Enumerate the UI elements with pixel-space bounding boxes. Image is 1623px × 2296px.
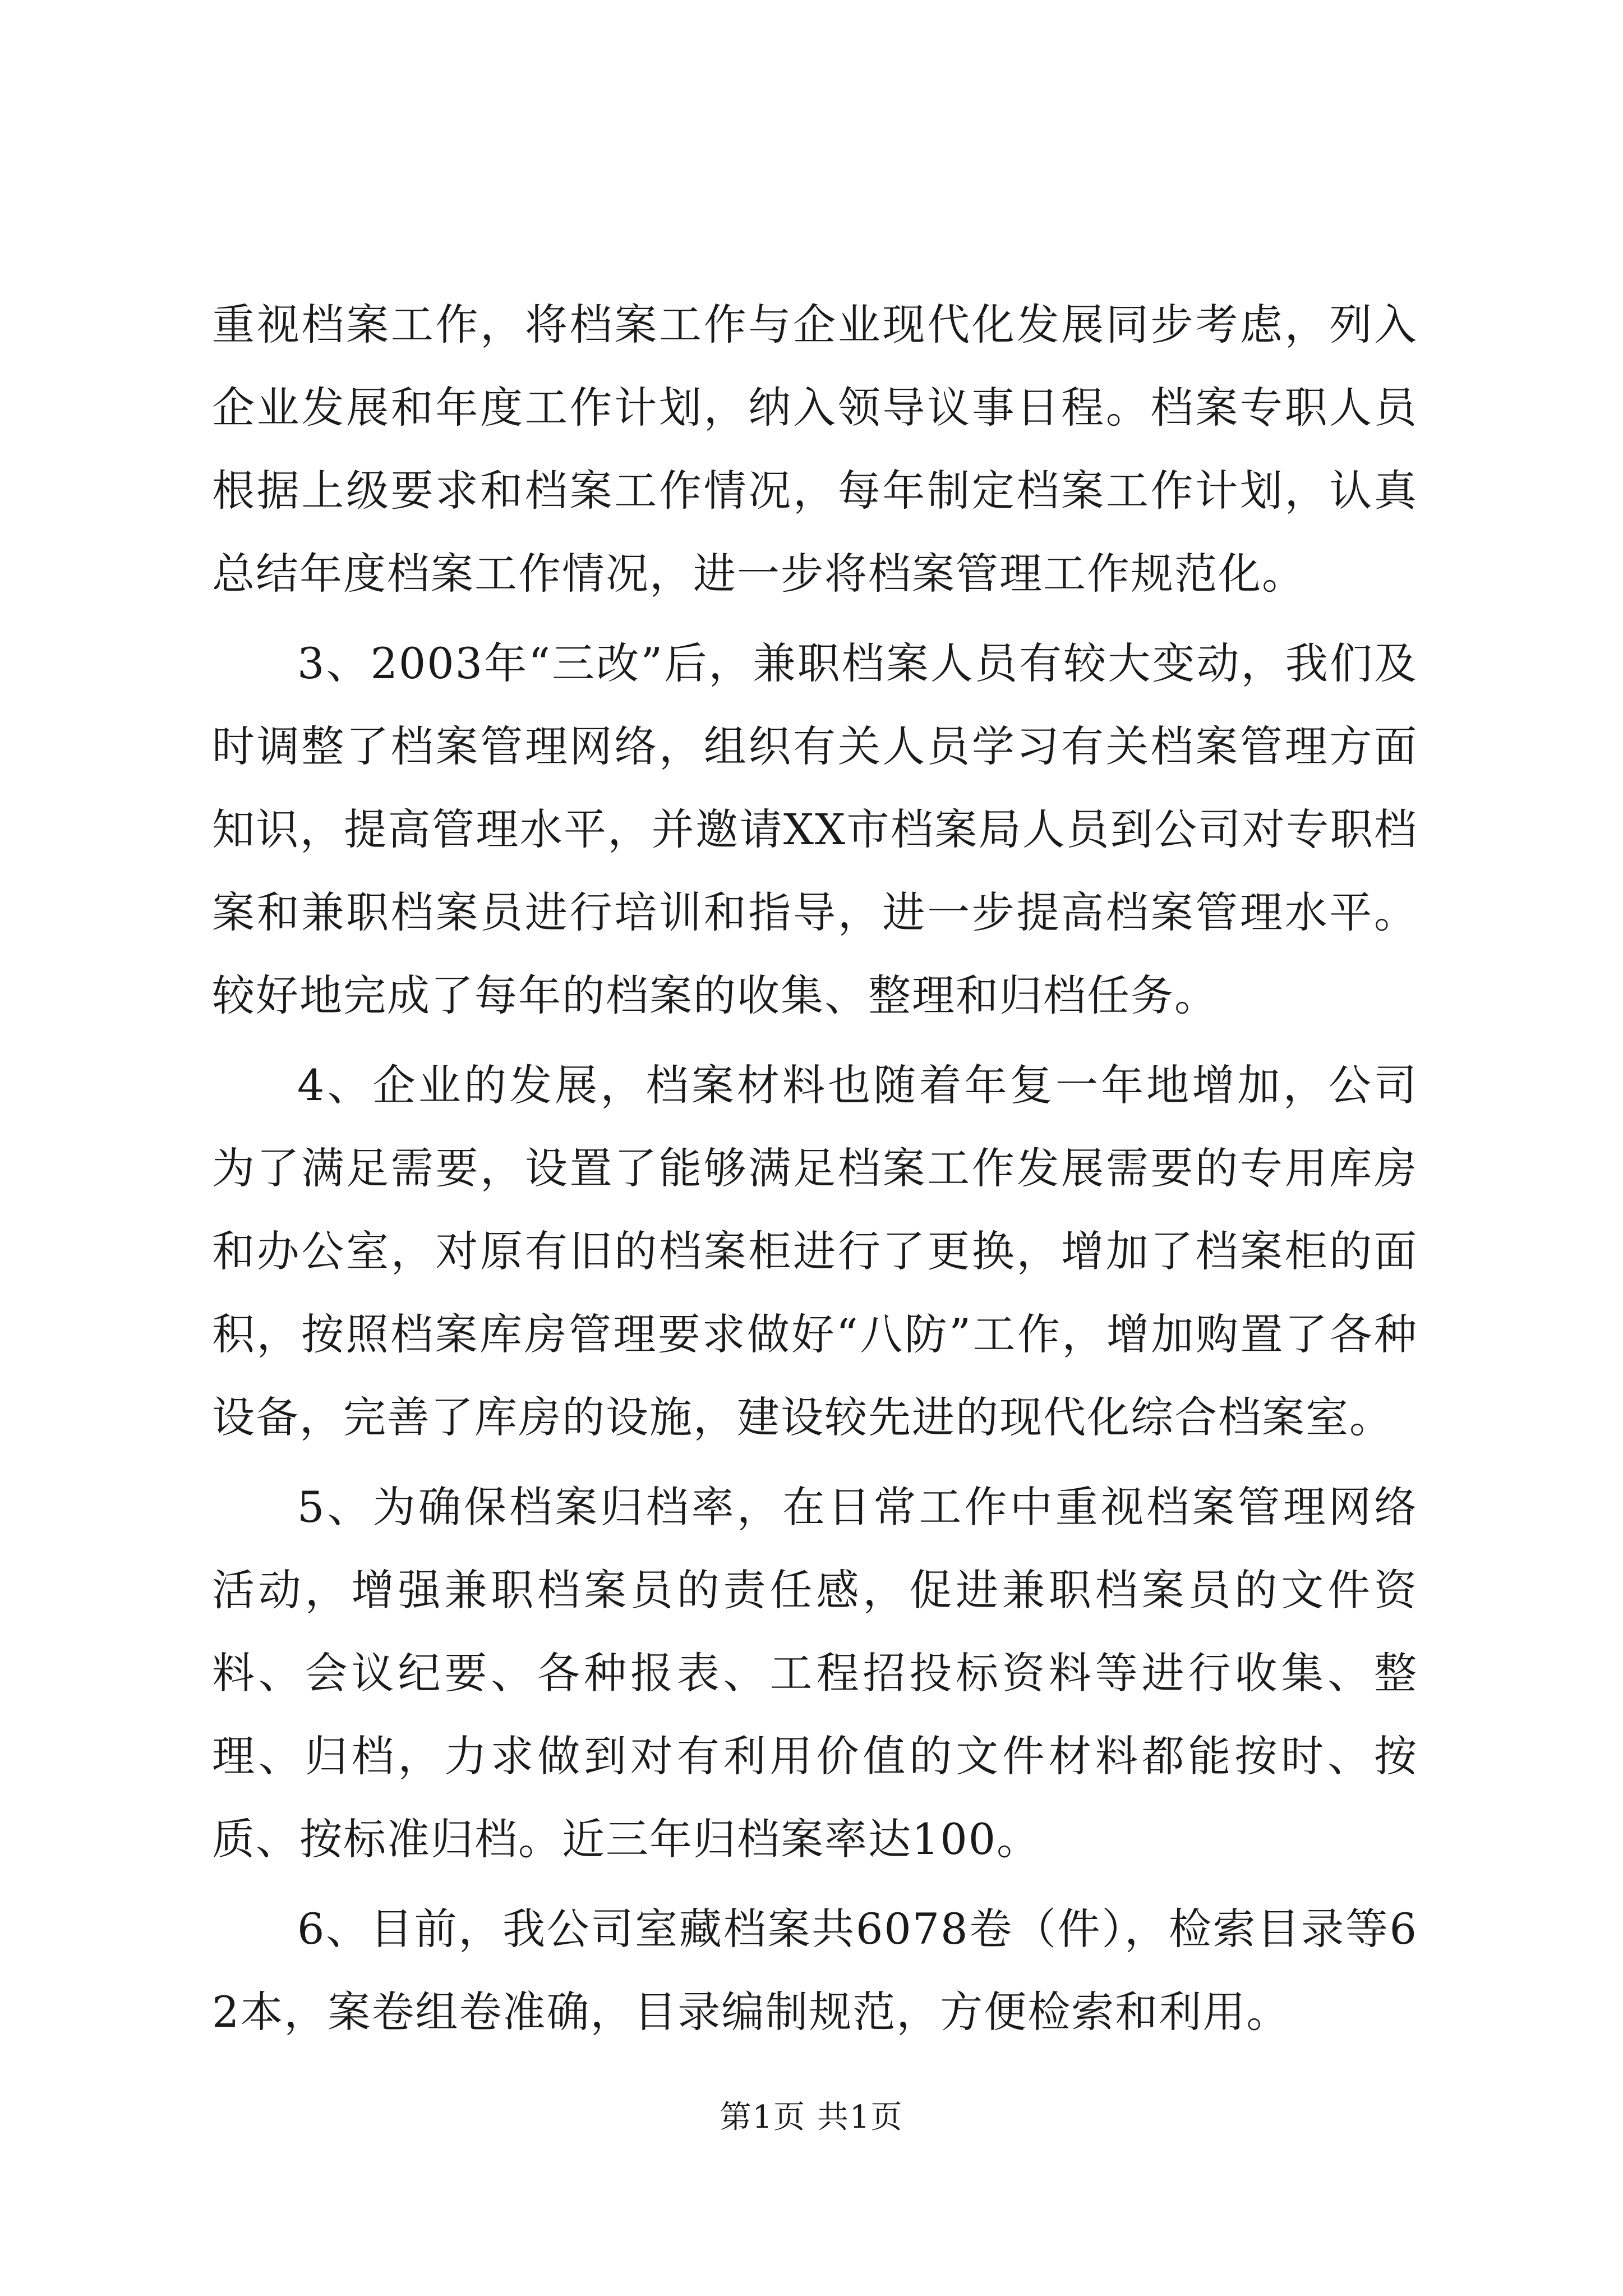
document-body [212, 283, 1418, 2054]
page-number-footer: 第1页 共1页 [720, 2099, 903, 2136]
paragraph-item-4: 4、企业的发展，档案材料也随着年复一年地增加，公司为了满足需要，设置了能够满足档案工作发展需要的专用库房和办公室，对原有旧的档案柜进行了更换，增加了档案柜的面积，按照档案库房管理要求做好“八防”工作，增加购置了各种设备，完善了库房的设施，建设较先进的现代化综合档案室。 [212, 1060, 1418, 1442]
paragraph-item-6: 6、目前，我公司室藏档案共6078卷（件），检索目录等62本，案卷组卷准确，目录编制规范，方便检索和利用。 [212, 1904, 1418, 2037]
paragraph-item-3: 3、2003年“三改”后，兼职档案人员有较大变动，我们及时调整了档案管理网络，组织有关人员学习有关档案管理方面知识，提高管理水平，并邀请XX市档案局人员到公司对专职档案和兼职档案员进行培训和指导，进一步提高档案管理水平。较好地完成了每年的档案的收集、整理和归档任务。 [212, 638, 1418, 1020]
paragraph-item-5: 5、为确保档案归档率，在日常工作中重视档案管理网络活动，增强兼职档案员的责任感，促进兼职档案员的文件资料、会议纪要、各种报表、工程招投标资料等进行收集、整理、归档，力求做到对有利用价值的文件材料都能按时、按质、按标准归档。近三年归档案率达100。 [212, 1482, 1418, 1864]
paragraph-continuation: 重视档案工作，将档案工作与企业现代化发展同步考虑，列入企业发展和年度工作计划，纳入领导议事日程。档案专职人员根据上级要求和档案工作情况，每年制定档案工作计划，认真总结年度档案工作情况，进一步将档案管理工作规范化。 [212, 300, 1418, 599]
